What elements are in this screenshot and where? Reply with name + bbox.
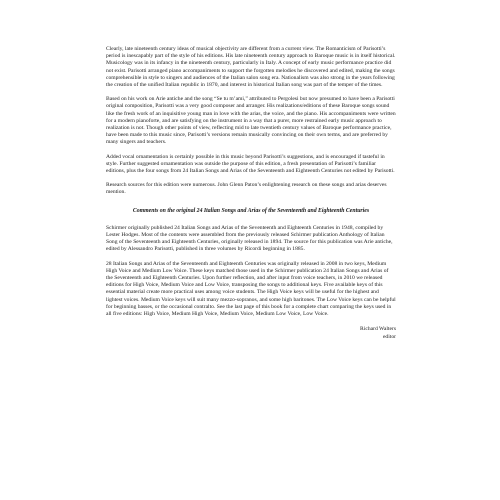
- paragraph: Clearly, late nineteenth century ideas of musical objectivity are different from a current view. The Romanticism of Parisotti’s period is inescapably part of the style of his editions. His late nineteenth century approach to Baroque music is in itself historical. Musicology was in its infancy in the nineteenth century, particularly in Italy. A concept of early music performance practice did not exist. Parisotti arranged piano accompaniments to support the forgotten melodies he discovered and edited, making the songs comprehensible in style to singers and audiences of the Italian salon song era. Nationalism was also strong in the years following the creation of the unified Italian republic in 1870, and interest in historical Italian song was part of the temper of the times.: [106, 46, 396, 89]
- signature-role: editor: [382, 333, 396, 340]
- paragraph: Schirmer originally published 24 Italian Songs and Arias of the Seventeenth and Eighteenth Centuries in 1948, compiled by Lester Hodges. Most of the contents were assembled from the previously released Schirmer publication Anthology of Italian Song of the Seventeenth and Eighteenth Centuries, originally released in 1894. The source for this publication was Arie antiche, edited by Alessandro Parisotti, published in three volumes by Ricordi beginning in 1885.: [106, 224, 393, 253]
- section-heading: Comments on the original 24 Italian Songs and Arias of the Seventeenth and Eighteenth Centuries: [132, 207, 370, 214]
- paragraph: Research sources for this edition were numerous. John Glenn Paton’s enlightening research on these songs and arias deserves mention.: [106, 182, 387, 196]
- paragraph: Added vocal ornamentation is certainly possible in this music beyond Parisotti’s suggestions, and is encouraged if tasteful in style. Further suggested ornamentation was outside the purpose of this edition, a fresh presentation of Parisotti’s familiar editions, plus the four songs from 24 Italian Songs and Arias of the Seventeenth and Eighteenth Centuries not edited by Parisotti.: [106, 153, 395, 175]
- paragraph: Based on his work on Arie antiche and the song “Se tu m’ami,” attributed to Pergolesi but now presumed to have been a Parisotti original composition, Parisotti was a very good composer and arranger. His realizations/editions of these Baroque songs sound like the fresh work of an inquisitive young man in love with the arias, the voice, and the piano. His accompaniments were written for a modern pianoforte, and are satisfying on the instrument in a way that a purer, more restrained early music approach to realization is not. Though other points of view, reflecting mid to late twentieth century values of Baroque performance practice, have been made to this music since, Parisotti’s versions remain musically convincing on their own terms, and are preferred by many singers and teachers.: [106, 96, 396, 146]
- document-page: [106, 46, 396, 341]
- paragraph: 28 Italian Songs and Arias of the Seventeenth and Eighteenth Centuries was originally released in 2008 in two keys, Medium High Voice and Medium Low Voice. These keys matched those used in the Schirmer publication 24 Italian Songs and Arias of the Seventeenth and Eighteenth Centuries. Upon further reflection, and after input from voice teachers, in 2010 we released editions for High Voice, Medium Voice and Low Voice, transposing the songs to additional keys. Five available keys of this essential material create more practical uses among voice students. The High Voice keys will be useful for the highest and lightest voices. Medium Voice keys will suit many mezzo-sopranos, and some high baritones. The Low Voice keys can be helpful for beginning basses, or the occasional contralto. See the last page of this book for a complete chart comparing the keys used in all five editions: High Voice, Medium High Voice, Medium Voice, Medium Low Voice, Low Voice.: [106, 260, 396, 318]
- signature-block: [106, 326, 396, 340]
- signature-name: Richard Walters: [360, 326, 396, 333]
